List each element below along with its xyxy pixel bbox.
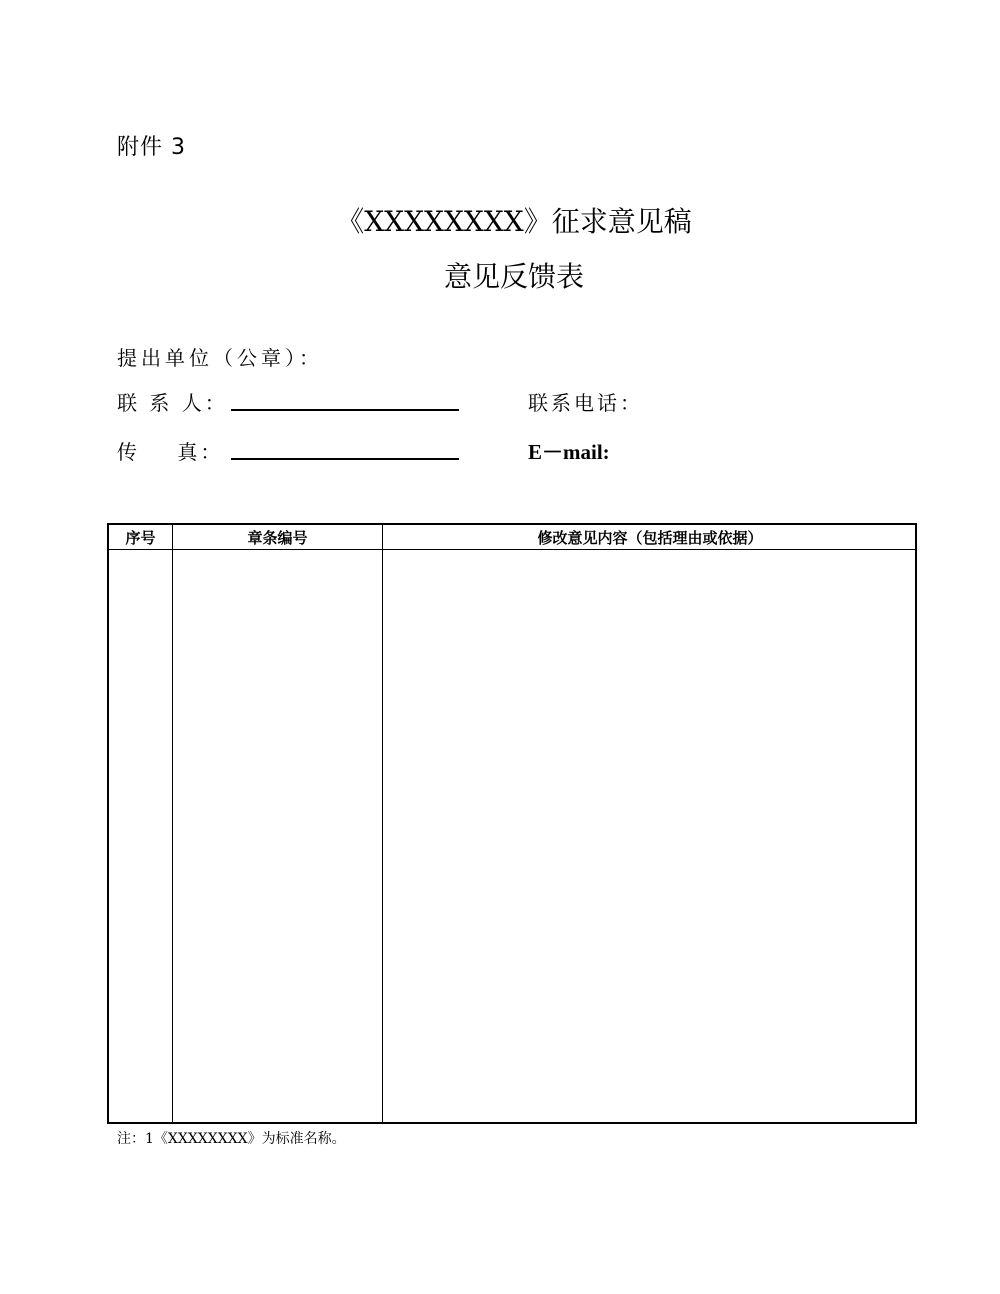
column-divider [382,525,383,1122]
header-divider [109,549,915,550]
submitting-unit-label: 提出单位（公章）： [117,346,323,370]
contact-person-label: 联 系 人： [117,391,228,415]
document-subtitle: 意见反馈表 [443,260,584,293]
footnote: 注：1《XXXXXXXX》为标准名称。 [117,1131,346,1147]
fax-label: 传 真： [117,440,224,464]
contact-person-field[interactable] [231,409,459,411]
header-sequence-number: 序号 [125,529,156,547]
contact-phone-label: 联系电话： [528,391,643,415]
header-clause-number: 章条编号 [247,529,308,547]
header-comment-content: 修改意见内容（包括理由或依据） [537,529,763,547]
fax-field[interactable] [231,458,459,460]
attachment-label: 附件 3 [117,135,186,160]
document-title: 《XXXXXXXX》征求意见稿 [336,205,692,238]
email-label: E－mail: [528,440,610,464]
column-divider [172,525,173,1122]
feedback-table [107,523,917,1124]
